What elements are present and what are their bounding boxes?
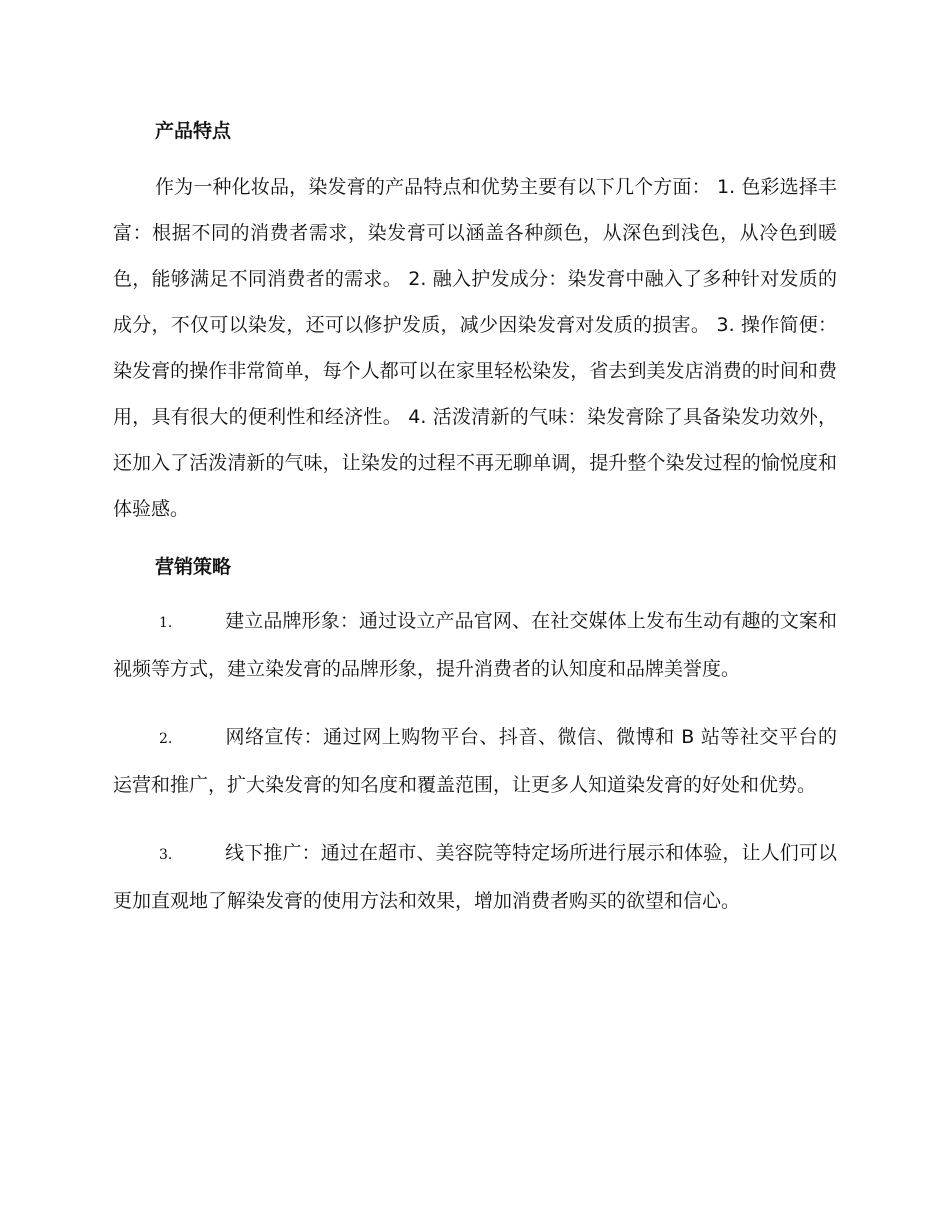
document-body [113, 108, 837, 924]
list-item-text: 线下推广：通过在超市、美容院等特定场所进行展示和体验，让人们可以更加直观地了解染发膏的使用方法和效果，增加消费者购买的欲望和信心。 [113, 842, 837, 912]
list-item [113, 714, 837, 808]
features-heading: 产品特点 [155, 120, 232, 142]
list-item-text: 建立品牌形象：通过设立产品官网、在社交媒体上发布生动有趣的文案和视频等方式，建立染发膏的品牌形象，提升消费者的认知度和品牌美誉度。 [113, 610, 837, 680]
list-item-number: 3. [159, 847, 173, 863]
list-item [113, 598, 837, 692]
list-item-number: 2. [159, 731, 173, 747]
marketing-list [113, 598, 837, 924]
list-item-text: 网络宣传：通过网上购物平台、抖音、微信、微博和 B 站等社交平台的运营和推广，扩大染发膏的知名度和覆盖范围，让更多人知道染发膏的好处和优势。 [113, 726, 837, 796]
features-paragraph: 作为一种化妆品，染发膏的产品特点和优势主要有以下几个方面： 1. 色彩选择丰富：根据不同的消费者需求，染发膏可以涵盖各种颜色，从深色到浅色，从冷色到暖色，能够满足不同消费者的需求。 2. 融入护发成分：染发膏中融入了多种针对发质的成分，不仅可以染发，还可以修护发质，减少因染发膏对发质的损害。 3. 操作简便：染发膏的操作非常简单，每个人都可以在家里轻松染发，省去到美发店消费的时间和费用，具有很大的便利性和经济性。 4. 活泼清新的气味：染发膏除了具备染发功效外，还加入了活泼清新的气味，让染发的过程不再无聊单调，提升整个染发过程的愉悦度和体验感。 [113, 176, 837, 520]
list-item [113, 830, 837, 924]
list-item-number: 1. [159, 615, 173, 631]
marketing-heading: 营销策略 [155, 556, 232, 578]
